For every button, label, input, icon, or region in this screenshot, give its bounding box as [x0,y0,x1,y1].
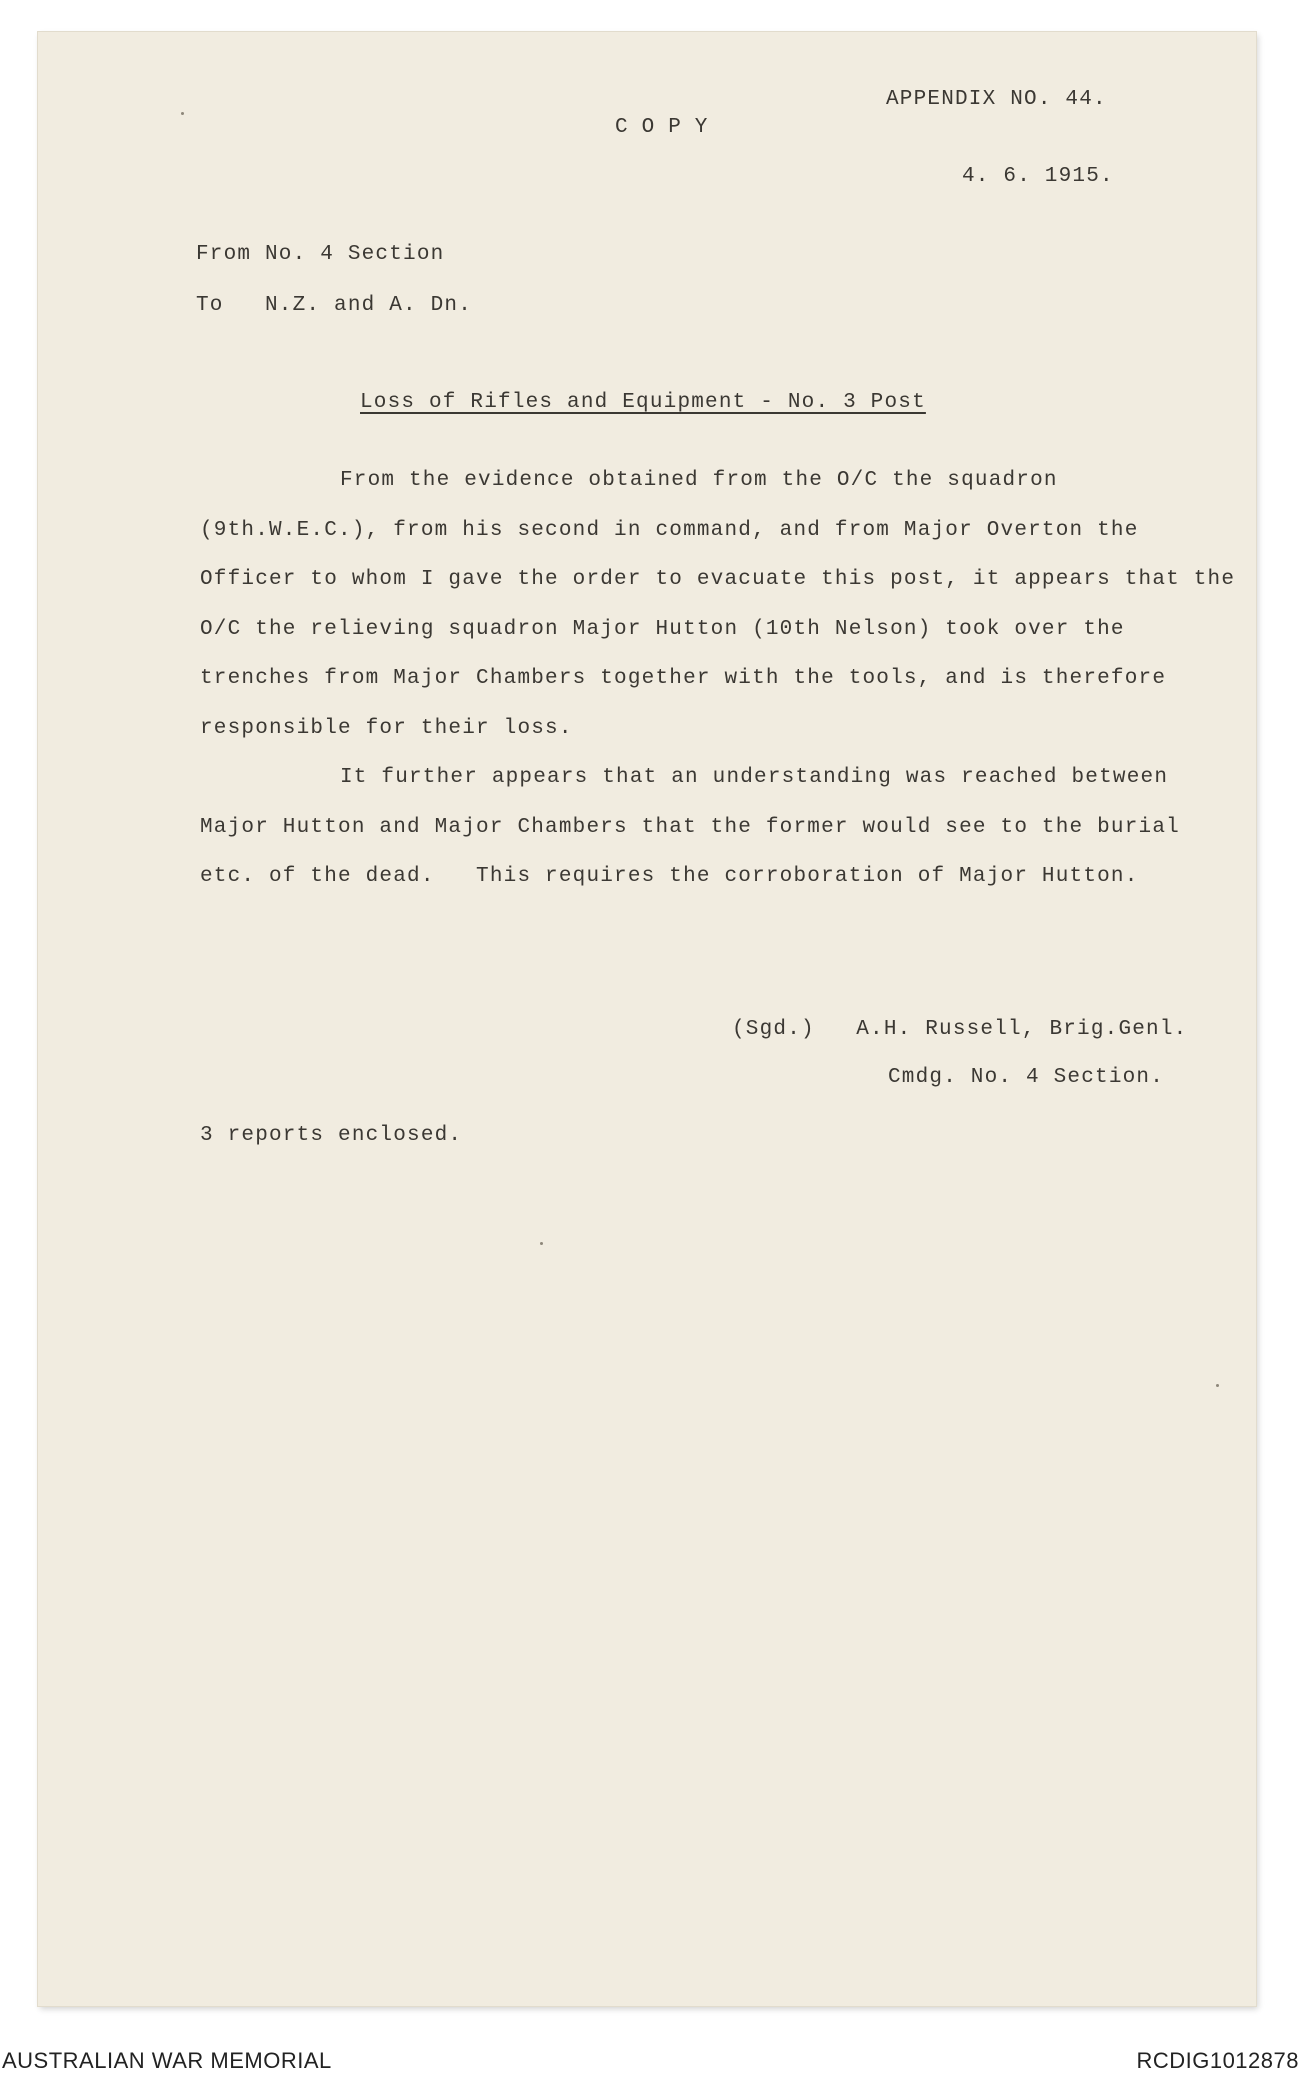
signature-line: (Sgd.) A.H. Russell, Brig.Genl. [732,1018,1188,1041]
footer-archive-name: AUSTRALIAN WAR MEMORIAL [2,2048,332,2073]
letter-body [200,456,1240,902]
ink-speck [181,112,184,115]
copy-mark: COPY [615,116,722,139]
body-paragraph: From the evidence obtained from the O/C the squadron (9th.W.E.C.), from his second in command, and from Major Overton the Officer to whom I gave the order to evacuate this post, it appears that the O/C the relieving squadron Major Hutton (10th Nelson) took over the trenches from Major Chambers together with the tools, and is therefore responsible for their loss. [200,469,1236,740]
footer-record-id: RCDIG1012878 [1136,2048,1299,2073]
subject-heading: Loss of Rifles and Equipment - No. 3 Post [360,391,926,414]
to-line: To N.Z. and A. Dn. [196,294,473,317]
document-date: 4. 6. 1915. [962,165,1114,188]
from-line: From No. 4 Section [196,243,445,266]
body-paragraph: It further appears that an understanding was reached between Major Hutton and Major Chambers that the former would see to the burial etc. of the dead. This requires the corroboration of Major Hutton. [200,766,1194,888]
enclosures-note: 3 reports enclosed. [200,1124,463,1147]
ink-speck [1216,1384,1219,1387]
signature-title: Cmdg. No. 4 Section. [888,1066,1165,1089]
ink-speck [540,1242,543,1245]
appendix-number: APPENDIX NO. 44. [886,88,1107,111]
